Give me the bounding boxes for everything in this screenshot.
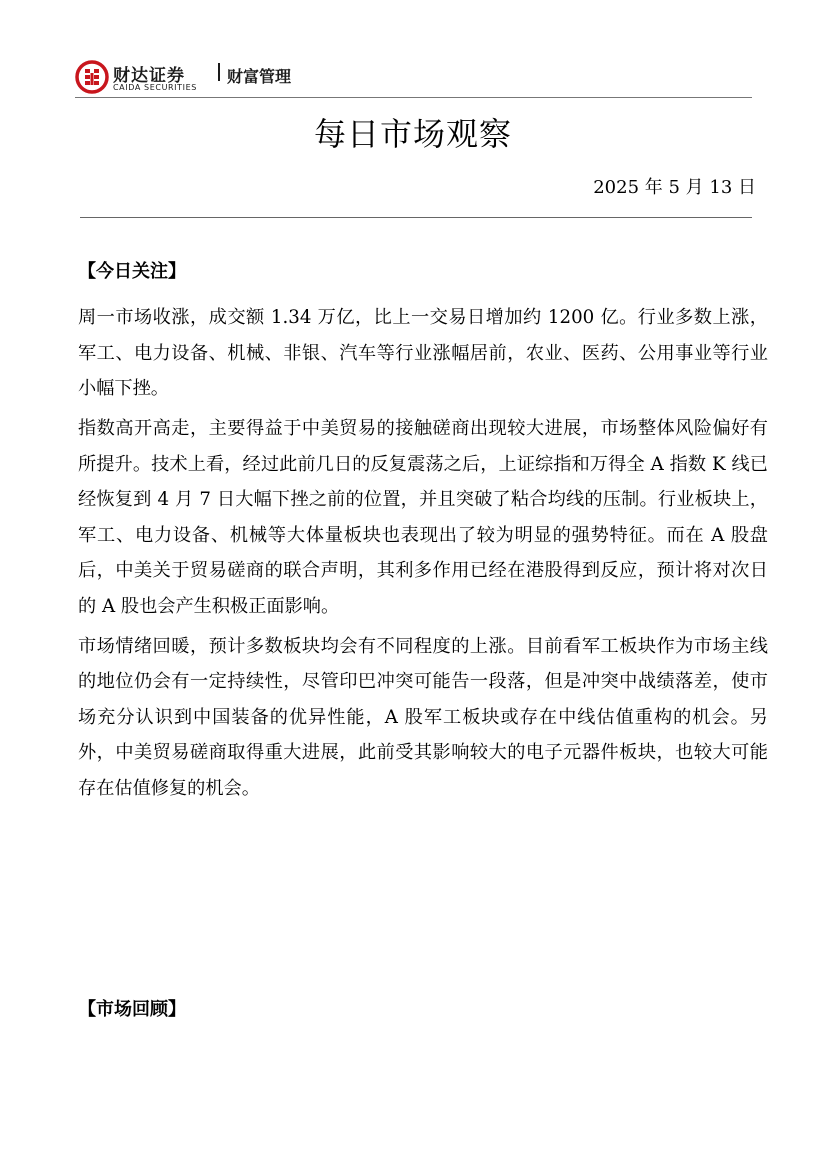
paragraph: 指数高开高走，主要得益于中美贸易的接触磋商出现较大进展，市场整体风险偏好有所提升。技术上看，经过此前几日的反复震荡之后，上证综指和万得全 A 指数 K 线已经恢复到 4 月 7 日大幅下挫之前的位置，并且突破了粘合均线的压制。行业板块上，军工、电力设备、机械等大体量板块也表现出了较为明显的强势特征。而在 A 股盘后，中美关于贸易磋商的联合声明，其利多作用已经在港股得到反应，预计将对次日的 A 股也会产生积极正面影响。 [78, 418, 768, 617]
paragraph: 周一市场收涨，成交额 1.34 万亿，比上一交易日增加约 1200 亿。行业多数上涨，军工、电力设备、机械、非银、汽车等行业涨幅居前，农业、医药、公用事业等行业小幅下挫。 [78, 307, 768, 399]
section-heading-market-review: 【市场回顾】 [78, 999, 186, 1020]
brand-name-cn: 财达证券 [113, 66, 185, 86]
division-name: 财富管理 [227, 67, 292, 86]
header-rule [75, 97, 752, 98]
report-date: 2025 年 5 月 13 日 [593, 177, 756, 198]
date-rule [80, 217, 752, 218]
page-header [75, 60, 755, 96]
caida-logo-icon [75, 60, 109, 94]
today-focus-body [78, 300, 768, 811]
page-title: 每日市场观察 [313, 115, 512, 153]
brand-name-en: CAIDA SECURITIES [113, 83, 197, 92]
brand-divider [218, 63, 220, 81]
paragraph: 市场情绪回暖，预计多数板块均会有不同程度的上涨。目前看军工板块作为市场主线的地位仍会有一定持续性，尽管印巴冲突可能告一段落，但是冲突中战绩落差，使市场充分认识到中国装备的优异性能，A 股军工板块或存在中线估值重构的机会。另外，中美贸易磋商取得重大进展，此前受其影响较大的电子元器件板块，也较大可能存在估值修复的机会。 [78, 635, 768, 799]
section-heading-today-focus: 【今日关注】 [78, 261, 186, 282]
